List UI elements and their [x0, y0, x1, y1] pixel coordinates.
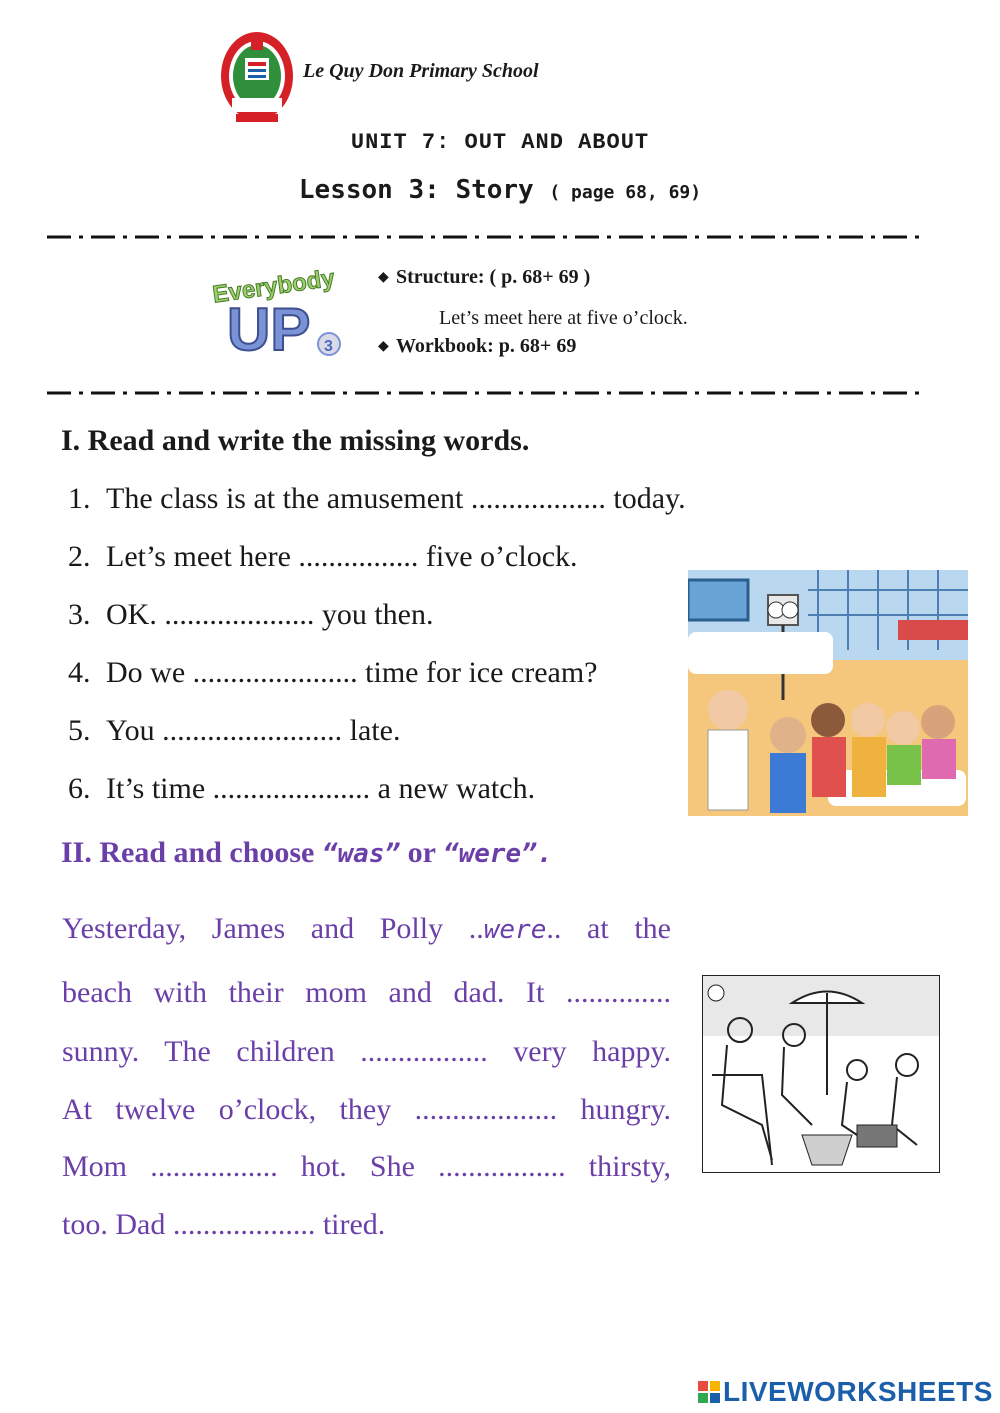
- question-text: The class is at the amusement .................. today.: [106, 482, 686, 515]
- question-text: Do we ...................... time for ice cream?: [106, 656, 598, 689]
- beach-illustration: [702, 975, 940, 1173]
- liveworksheets-icon: [698, 1381, 720, 1403]
- question-number: 3.: [68, 598, 91, 631]
- question-6[interactable]: [68, 772, 535, 806]
- section-1-title: I. Read and write the missing words.: [61, 424, 530, 457]
- section-2-title-mid: or: [400, 836, 443, 869]
- workbook-line: [378, 335, 576, 358]
- amusement-park-illustration: [688, 570, 968, 816]
- paragraph-line-5[interactable]: Mom ................. hot. She ................. thirsty,: [62, 1150, 671, 1183]
- question-number: 1.: [68, 482, 91, 515]
- question-text: It’s time ..................... a new watch.: [106, 772, 536, 805]
- dash-divider-bottom: [47, 390, 920, 396]
- question-number: 4.: [68, 656, 91, 689]
- everybody-up-logo: [205, 262, 350, 362]
- option-were: “were”.: [442, 839, 553, 869]
- school-logo: [218, 28, 296, 128]
- structure-line: [378, 266, 590, 289]
- question-text: OK. .................... you then.: [106, 598, 434, 631]
- diamond-bullet-icon: ◆: [378, 270, 389, 285]
- paragraph-line-4[interactable]: At twelve o’clock, they ................... hungry.: [62, 1093, 671, 1126]
- lesson-title: [0, 175, 1000, 205]
- structure-example: Let’s meet here at five o’clock.: [439, 307, 688, 329]
- diamond-bullet-icon: ◆: [378, 339, 389, 354]
- paragraph-line-6[interactable]: too. Dad ................... tired.: [62, 1208, 386, 1241]
- paragraph-line-1[interactable]: [62, 912, 671, 946]
- structure-label: Structure: ( p. 68+ 69 ): [396, 266, 591, 288]
- school-name: Le Quy Don Primary School: [303, 60, 539, 82]
- dash-divider-top: [47, 234, 920, 240]
- logo-word-up: UP: [227, 296, 311, 362]
- question-number: 6.: [68, 772, 91, 805]
- lesson-name: Lesson 3: Story: [298, 175, 534, 205]
- paragraph-line-3[interactable]: sunny. The children ................. very happy.: [62, 1035, 671, 1068]
- liveworksheets-brand: [698, 1376, 993, 1408]
- question-number: 5.: [68, 714, 91, 747]
- section-2-title-prefix: II. Read and choose: [61, 836, 322, 869]
- workbook-label: Workbook: p. 68+ 69: [396, 335, 577, 357]
- question-1[interactable]: [68, 482, 686, 516]
- question-number: 2.: [68, 540, 91, 573]
- question-5[interactable]: [68, 714, 400, 748]
- paragraph-line-2[interactable]: beach with their mom and dad. It ..............: [62, 976, 671, 1009]
- question-3[interactable]: [68, 598, 433, 632]
- lesson-pages: ( page 68, 69): [549, 182, 702, 203]
- unit-title: UNIT 7: OUT AND ABOUT: [350, 130, 650, 155]
- question-4[interactable]: [68, 656, 598, 690]
- question-text: Let’s meet here ................ five o’clock.: [106, 540, 578, 573]
- example-answer: were: [483, 915, 547, 945]
- question-text: You ........................ late.: [106, 714, 401, 747]
- line-text-before: Yesterday, James and Polly ..: [62, 912, 484, 945]
- logo-word-everybody: Everybody: [210, 264, 337, 309]
- logo-level: 3: [324, 338, 333, 355]
- brand-name: LIVEWORKSHEETS: [723, 1376, 993, 1407]
- line-text-after: .. at the: [546, 912, 671, 945]
- option-was: “was”: [321, 839, 401, 869]
- section-2-title: [61, 836, 553, 870]
- question-2[interactable]: [68, 540, 578, 574]
